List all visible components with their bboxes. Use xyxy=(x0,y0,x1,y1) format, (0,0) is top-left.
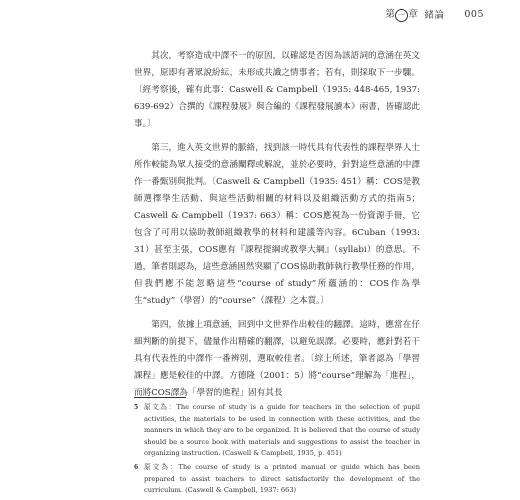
chapter-number-badge: 一 xyxy=(395,9,408,22)
chapter-label xyxy=(385,6,418,22)
main-text xyxy=(134,48,420,409)
footnote-text: 原文為：The course of study is a guide for teachers in the selection of pupil activities, the materials to be used in connection with these activities, and the manners in which they are to be organized. It is believed that the course of study should be a source book with materials and suggestions to assist the teacher in organizing instruction. (Caswell & Campbell, 1935, p. 451) xyxy=(144,403,420,458)
chapter-suffix: 章 xyxy=(408,9,419,20)
footnote xyxy=(134,462,420,497)
footnote-mark: 5 xyxy=(134,404,139,411)
footnotes xyxy=(134,402,420,499)
chapter-prefix: 第 xyxy=(385,9,396,20)
running-header xyxy=(385,6,484,22)
paragraph: 第三，進入英文世界的脈絡，找到該一時代具有代表性的課程學界人士所作較能為眾人接受的意涵闡釋或解說，並於必要時，針對這些意涵的中譯作一番甄別與批判。〔Caswell & Campbell（1935: 451）稱：COS是教師選擇學生活動、與這些活動相關的材料以及組織活動方式的指南5；Caswell & Campbell（1937: 663）稱：COS應視為一份資源手冊，它包含了可用以協助教師組織教學的材料和建議等內容。6Cuban（1993: 31）甚至主張，COS應有『課程提綱或教學大綱』（syllabi）的意思。不過，筆者則認為，這些意涵固然突顯了COS協助教師執行教學任務的作用，但我們應不能忽略這些“course of study”所蘊涵的：COS作為學生“study”（學習）的“course”（課程）之本質。〕 xyxy=(134,143,420,306)
paragraph: 其次，考察造成中譯不一的原因，以確認是否因為該語詞的意涵在英文世界，原即有著眾說紛紜、未形成共識之情事者；若有，則採取下一步驟。〔經考察後，確有此事：Caswell & Campbell（1935: 448-465, 1937: 639-692）合撰的《課程發展》與合編的《課程發展讀本》兩書，皆確認此事。〕 xyxy=(134,51,420,129)
chapter-title: 緒論 xyxy=(424,10,445,21)
footnote-text: 原文為：The course of study is a printed manual or guide which has been prepared to assist teachers to direct satisfactorily the development of the curriculum. (Caswell & Campbell, 1937: 663) xyxy=(144,462,420,495)
paragraph: 第四，依據上項意涵，回到中文世界作出較佳的翻譯。這時，應當在仔細判斷的前提下，儘量作出精確的翻譯，以避免誤譯。必要時，應針對若干具有代表性的中譯作一番辨別，選取較佳者。〔綜上所述，筆者認為「學習課程」應是較佳的中譯。方德隆（2001：5）將“course”理解為「進程」，而將COS譯為「學習的進程」固有其長 xyxy=(134,320,420,398)
page-number: 005 xyxy=(464,8,484,20)
footnote xyxy=(134,402,420,460)
footnote-divider xyxy=(134,397,186,398)
footnote-mark: 6 xyxy=(134,463,139,471)
